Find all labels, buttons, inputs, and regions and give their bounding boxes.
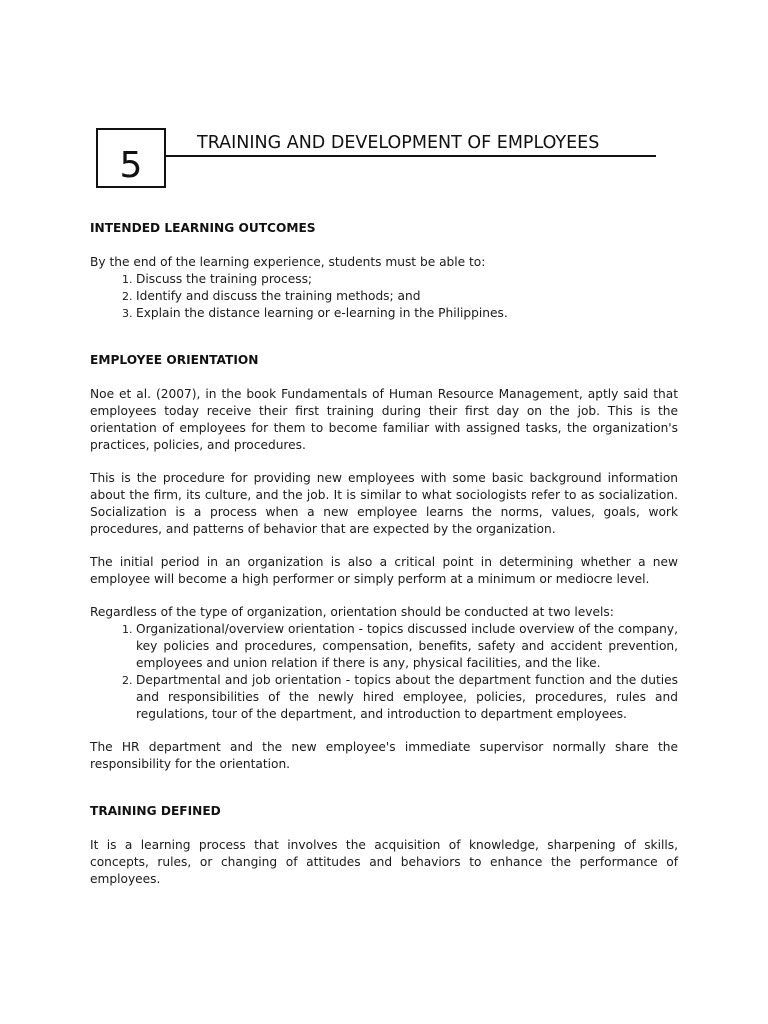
list-item: 1. Organizational/overview orientation - topics discussed include overview of the company, key policies and procedures, compensation, benefits, safety and accident prevention, employees and union relation if there is any, physical facilities, and the like. — [136, 621, 678, 672]
learning-outcomes-intro: By the end of the learning experience, students must be able to: — [90, 255, 486, 269]
paragraph: The initial period in an organization is also a critical point in determining whether a new employee will become a high performer or simply perform at a minimum or mediocre level. — [90, 555, 678, 586]
paragraph: The HR department and the new employee's immediate supervisor normally share the responsibility for the orientation. — [90, 740, 678, 771]
learning-outcomes-heading: INTENDED LEARNING OUTCOMES — [90, 221, 316, 235]
learning-outcomes-section — [90, 220, 678, 322]
training-defined-section — [90, 803, 678, 888]
chapter-number-box — [96, 128, 166, 188]
list-item: 2. Departmental and job orientation - topics about the department function and the duties and responsibilities of the newly hired employee, policies, procedures, rules and regulations, tour of the department, and introduction to department employees. — [136, 672, 678, 723]
paragraph: It is a learning process that involves the acquisition of knowledge, sharpening of skills, concepts, rules, or changing of attitudes and behaviors to enhance the performance of employees. — [90, 838, 678, 886]
chapter-title: TRAINING AND DEVELOPMENT OF EMPLOYEES — [197, 133, 600, 153]
list-item: 3. Explain the distance learning or e-learning in the Philippines. — [136, 305, 678, 322]
list-item: 2. Identify and discuss the training methods; and — [136, 288, 678, 305]
paragraph: This is the procedure for providing new employees with some basic background information about the firm, its culture, and the job. It is similar to what sociologists refer to as socialization. Socialization is a process when a new employee learns the norms, values, goals, work procedures, and patterns of behavior that are expected by the organization. — [90, 471, 678, 536]
title-rule — [164, 155, 656, 157]
paragraph: Regardless of the type of organization, orientation should be conducted at two levels: — [90, 605, 614, 619]
orientation-levels-list — [90, 621, 678, 723]
learning-outcomes-list — [90, 271, 678, 322]
paragraph: Noe et al. (2007), in the book Fundamentals of Human Resource Management, aptly said that employees today receive their first training during their first day on the job. This is the orientation of employees for them to become familiar with assigned tasks, the organization's practices, policies, and procedures. — [90, 387, 678, 452]
employee-orientation-heading: EMPLOYEE ORIENTATION — [90, 353, 259, 367]
chapter-content — [90, 220, 678, 888]
training-defined-heading: TRAINING DEFINED — [90, 804, 221, 818]
list-item: 1. Discuss the training process; — [136, 271, 678, 288]
chapter-number: 5 — [119, 145, 143, 186]
employee-orientation-section — [90, 352, 678, 773]
